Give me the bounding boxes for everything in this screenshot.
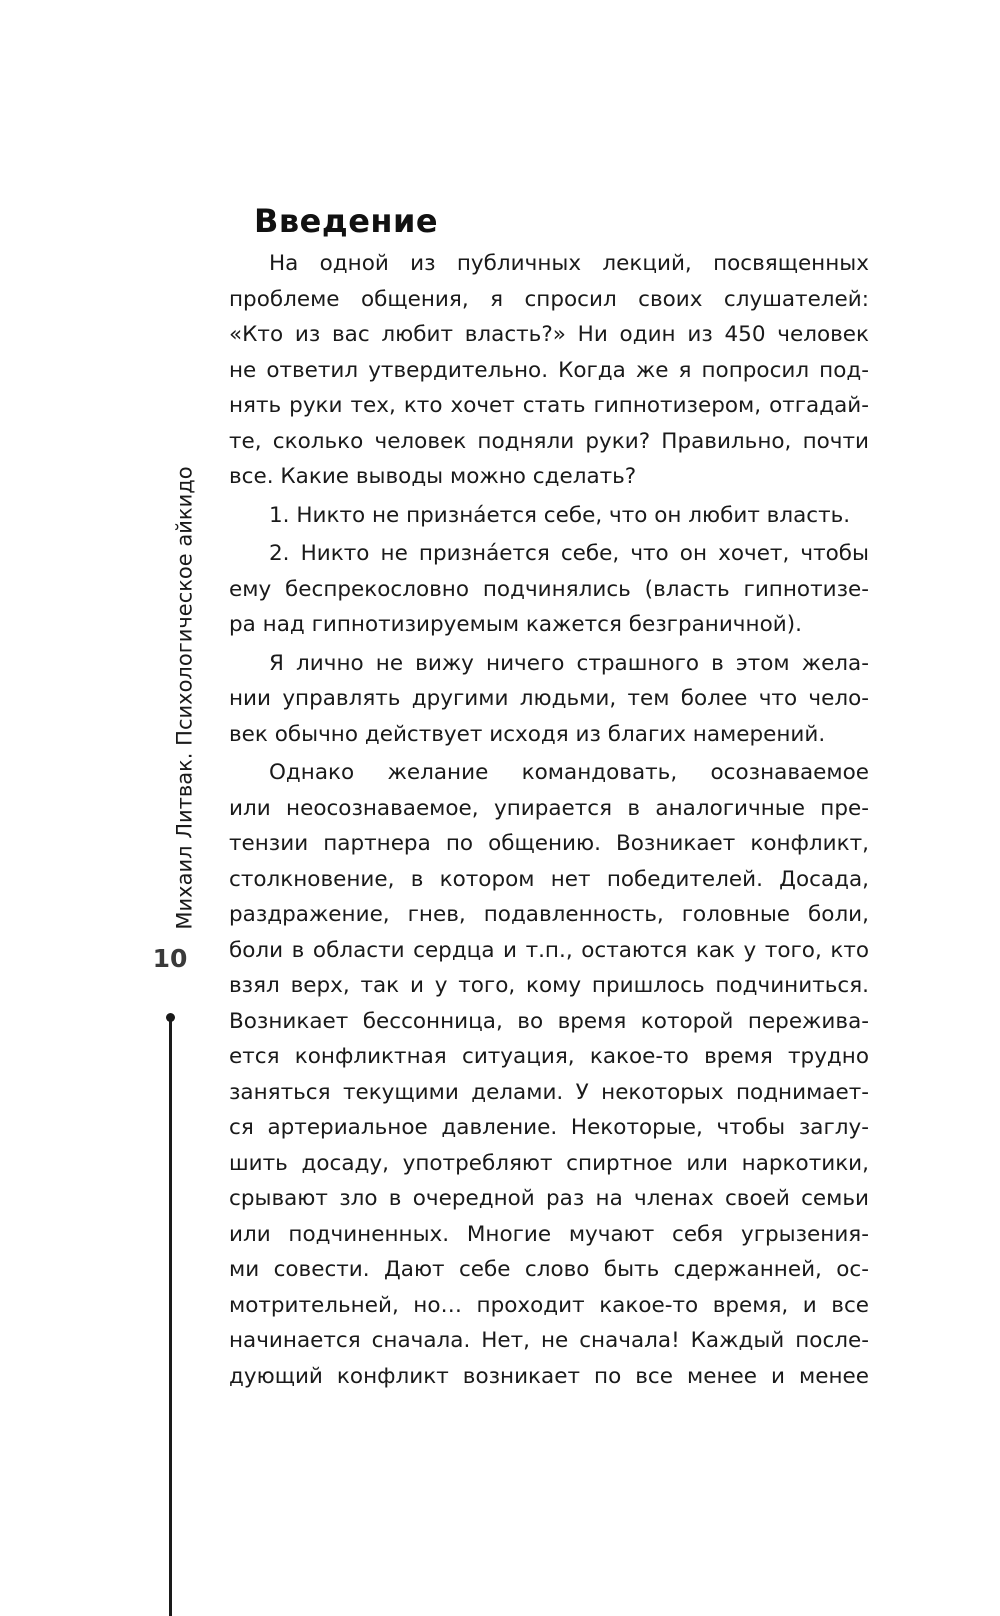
text-line: ему беспрекословно подчинялись (власть гипнотизе- bbox=[229, 576, 869, 602]
text-line: Возникает бессонница, во время которой пережива- bbox=[229, 1008, 869, 1034]
paragraph-1 bbox=[229, 246, 869, 495]
text-line: Однако желание командовать, осознаваемое bbox=[269, 760, 869, 785]
page-number: 10 bbox=[152, 944, 188, 973]
text-line: все. Какие выводы можно сделать? bbox=[229, 464, 637, 489]
text-line: нии управлять другими людьми, тем более что чело- bbox=[229, 686, 869, 711]
running-head-text: Михаил Литвак. Психологическое айкидо bbox=[173, 466, 198, 930]
text-line: срывают зло в очередной раз на членах своей семьи bbox=[229, 1186, 869, 1211]
text-line: нять руки тех, кто хочет стать гипнотизером, отгадай- bbox=[229, 393, 869, 418]
text-line: заняться текущими делами. У некоторых поднимает- bbox=[229, 1079, 869, 1105]
text-line: ся артериальное давление. Некоторые, чтобы заглу- bbox=[229, 1115, 869, 1140]
margin-rule-line bbox=[169, 1018, 172, 1616]
text-line: взял верх, так и у того, кому пришлось подчиниться. bbox=[229, 973, 869, 998]
text-line: или неосознаваемое, упирается в аналогичные пре- bbox=[229, 795, 869, 821]
text-line: шить досаду, употребляют спиртное или наркотики, bbox=[229, 1150, 869, 1176]
text-line: те, сколько человек подняли руки? Правильно, почти bbox=[229, 428, 869, 454]
text-line: ми совести. Дают себе слово быть сдержанней, ос- bbox=[229, 1257, 869, 1282]
text-line: век обычно действует исходя из благих намерений. bbox=[229, 721, 826, 747]
text-line: тензии партнера по общению. Возникает конфликт, bbox=[229, 831, 869, 856]
text-line: ется конфликтная ситуация, какое-то время трудно bbox=[229, 1044, 869, 1069]
text-line: столкновение, в котором нет победителей. Досада, bbox=[229, 866, 869, 892]
text-line: 1. Никто не признáется себе, что он любит власть. bbox=[269, 502, 851, 528]
text-line: «Кто из вас любит власть?» Ни один из 450 человек bbox=[229, 322, 869, 347]
paragraph-3 bbox=[229, 536, 869, 643]
text-line: начинается сначала. Нет, не сначала! Каждый после- bbox=[229, 1328, 869, 1353]
text-line: На одной из публичных лекций, посвященных bbox=[269, 251, 869, 276]
section-heading: Введение bbox=[254, 202, 439, 240]
paragraph-2 bbox=[229, 498, 869, 534]
paragraph-5 bbox=[229, 755, 869, 1394]
text-line: проблеме общения, я спросил своих слушателей: bbox=[229, 286, 869, 312]
text-line: или подчиненных. Многие мучают себя угрызения- bbox=[229, 1221, 869, 1247]
running-head bbox=[170, 466, 200, 930]
text-line: не ответил утвердительно. Когда же я попросил под- bbox=[229, 357, 869, 383]
text-line: ра над гипнотизируемым кажется безграничной). bbox=[229, 612, 802, 637]
text-line: дующий конфликт возникает по все менее и менее bbox=[229, 1363, 869, 1389]
text-line: раздражение, гнев, подавленность, головные боли, bbox=[229, 902, 869, 927]
text-line: боли в области сердца и т.п., остаются как у того, кто bbox=[229, 937, 869, 963]
text-line: 2. Никто не признáется себе, что он хочет, чтобы bbox=[269, 541, 869, 566]
text-line: Я лично не вижу ничего страшного в этом жела- bbox=[269, 650, 869, 676]
paragraph-4 bbox=[229, 646, 869, 753]
text-line: мотрительней, но… проходит какое-то время, и все bbox=[229, 1292, 869, 1318]
text-block bbox=[229, 200, 869, 1397]
